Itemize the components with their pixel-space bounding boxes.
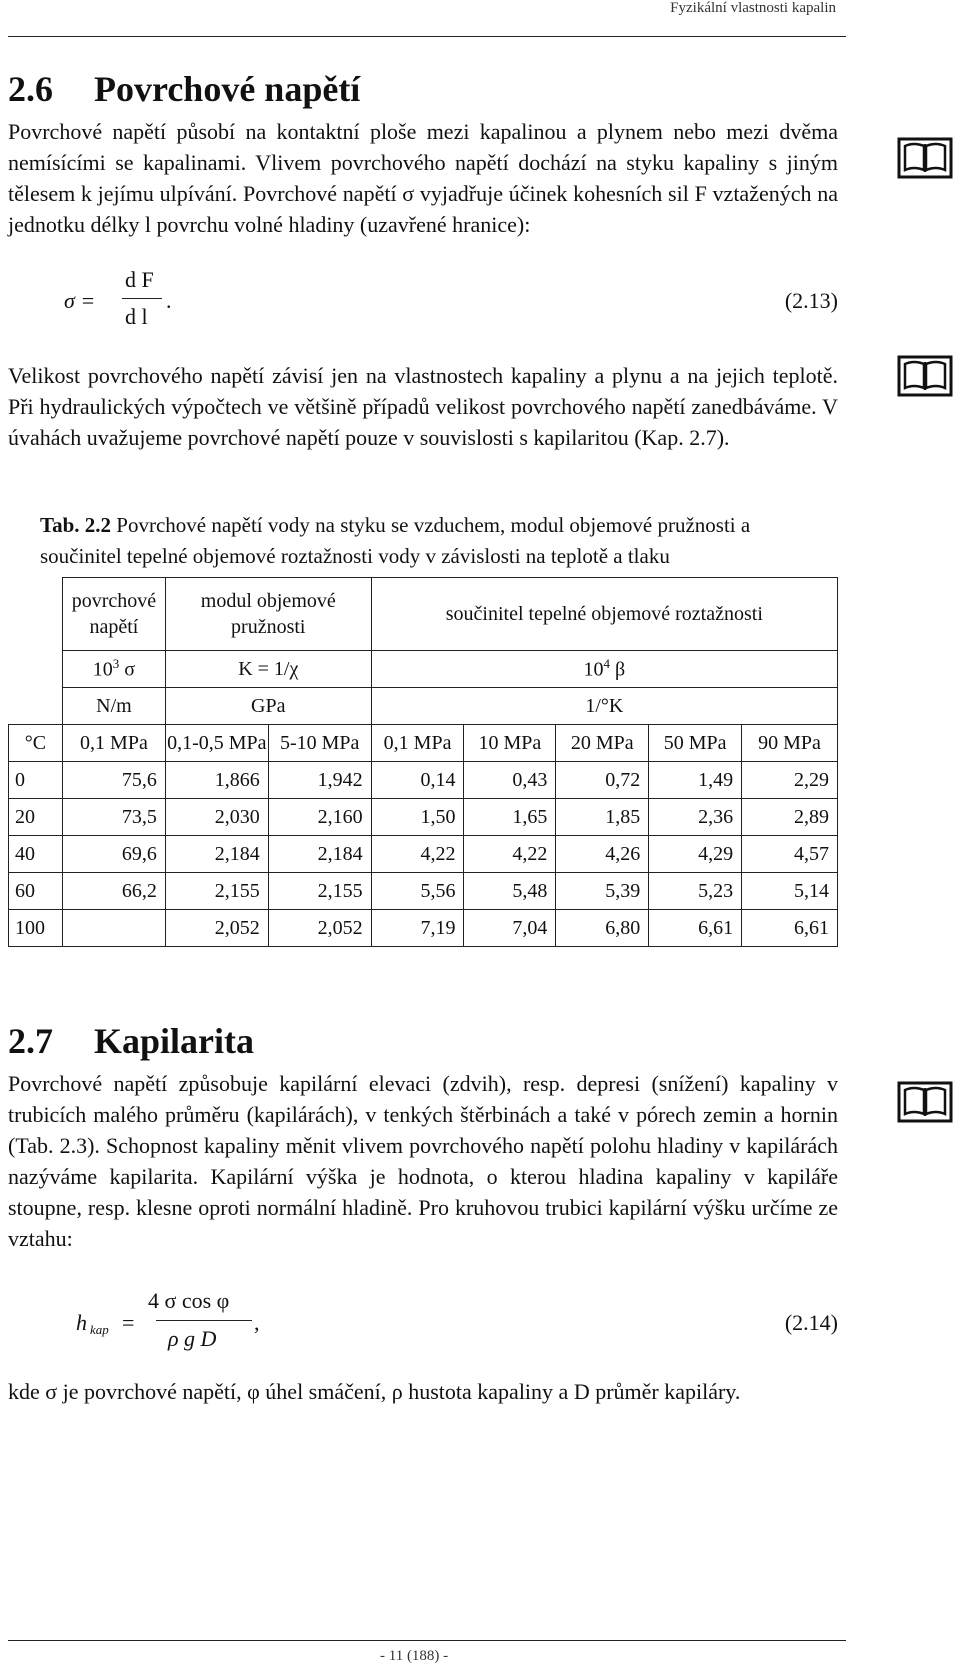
header-surface-tension: povrchové napětí bbox=[62, 578, 165, 651]
table-cell: 73,5 bbox=[62, 799, 165, 836]
table-cell: 0,43 bbox=[464, 762, 556, 799]
equation-h-subscript: kap bbox=[90, 1322, 109, 1337]
equation-2-14 bbox=[8, 1290, 838, 1370]
column-header: 10 MPa bbox=[464, 725, 556, 762]
table-cell: 2,184 bbox=[165, 836, 268, 873]
fraction-line bbox=[156, 1320, 252, 1321]
table-cell: 2,89 bbox=[742, 799, 838, 836]
equation-lhs: σ = bbox=[64, 288, 96, 313]
table-cell: 2,155 bbox=[165, 873, 268, 910]
table-cell: 6,61 bbox=[649, 910, 742, 947]
section-number: 2.7 bbox=[8, 1021, 53, 1061]
equation-denominator: ρ g D bbox=[168, 1326, 217, 1351]
footer-rule bbox=[8, 1640, 846, 1641]
column-header: 50 MPa bbox=[649, 725, 742, 762]
table-cell: 1,85 bbox=[556, 799, 649, 836]
table-row bbox=[9, 873, 838, 910]
table-cell: 2,030 bbox=[165, 799, 268, 836]
column-header: 5-10 MPa bbox=[268, 725, 371, 762]
equation-number: (2.13) bbox=[784, 288, 838, 313]
page-number: - 11 (188) - bbox=[380, 1648, 449, 1664]
equation-denominator: d l bbox=[125, 304, 148, 329]
table-cell: 2,36 bbox=[649, 799, 742, 836]
section-number: 2.6 bbox=[8, 69, 53, 109]
unit-surface-tension: N/m bbox=[62, 688, 165, 725]
table-caption-text: Povrchové napětí vody na styku se vzduchem, modul objemové pružnosti a součinitel tepelné objemové roztažnosti vody v závislosti na teplotě a tlaku bbox=[40, 513, 751, 568]
table-cell: 2,160 bbox=[268, 799, 371, 836]
unit-thermal-expansion: 1/°K bbox=[371, 688, 837, 725]
table-cell: 2,052 bbox=[165, 910, 268, 947]
column-header: 90 MPa bbox=[742, 725, 838, 762]
column-header: °C bbox=[9, 725, 63, 762]
paragraph-surface-tension-usage: Velikost povrchového napětí závisí jen na vlastnostech kapaliny a plynu a na jejich teplotě. Při hydraulických výpočtech ve většině případů velikost povrchového napětí zanedbáváme. V úvahách uvažujeme povrchové napětí pouze v souvislosti s kapilaritou (Kap. 2.7). bbox=[8, 363, 838, 450]
unit-bulk-modulus: GPa bbox=[165, 688, 371, 725]
book-icon bbox=[896, 134, 954, 182]
section-title: Kapilarita bbox=[94, 1021, 254, 1061]
table-cell: 4,22 bbox=[371, 836, 464, 873]
table-column-header-row bbox=[9, 725, 838, 762]
table-row bbox=[9, 910, 838, 947]
book-icon bbox=[896, 1078, 954, 1126]
table-row bbox=[9, 762, 838, 799]
symbol-sigma: $10^3$ σ bbox=[62, 651, 165, 688]
equation-dot: . bbox=[166, 288, 172, 313]
symbol-modulus: K = 1/χ bbox=[165, 651, 371, 688]
table-cell: 7,04 bbox=[464, 910, 556, 947]
equation-numerator: d F bbox=[125, 267, 154, 292]
table-cell: 75,6 bbox=[62, 762, 165, 799]
table-cell: 66,2 bbox=[62, 873, 165, 910]
table-caption bbox=[40, 510, 830, 572]
table-cell: 1,50 bbox=[371, 799, 464, 836]
table-cell: 1,65 bbox=[464, 799, 556, 836]
running-header: Fyzikální vlastnosti kapalin bbox=[670, 0, 836, 16]
table-cell: 0 bbox=[9, 762, 63, 799]
section-title: Povrchové napětí bbox=[94, 69, 361, 109]
equation-h: h bbox=[76, 1310, 87, 1335]
table-cell: 5,23 bbox=[649, 873, 742, 910]
column-header: 0,1-0,5 MPa bbox=[165, 725, 268, 762]
table-cell: 6,61 bbox=[742, 910, 838, 947]
equation-2-13 bbox=[8, 267, 838, 340]
table-cell: 4,29 bbox=[649, 836, 742, 873]
header-bulk-modulus: modul objemové pružnosti bbox=[165, 578, 371, 651]
column-header: 20 MPa bbox=[556, 725, 649, 762]
table-cell: 1,942 bbox=[268, 762, 371, 799]
table-cell: 4,22 bbox=[464, 836, 556, 873]
table-cell: 2,052 bbox=[268, 910, 371, 947]
table-cell: 60 bbox=[9, 873, 63, 910]
equation-numerator: 4 σ cos φ bbox=[148, 1288, 230, 1313]
table-caption-label: Tab. 2.2 bbox=[40, 513, 112, 537]
header-rule bbox=[8, 36, 846, 37]
data-table bbox=[8, 577, 838, 947]
paragraph-symbol-definitions: kde σ je povrchové napětí, φ úhel smáčení, ρ hustota kapaliny a D průměr kapiláry. bbox=[8, 1379, 741, 1404]
table-cell: 69,6 bbox=[62, 836, 165, 873]
table-cell: 5,14 bbox=[742, 873, 838, 910]
table-cell: 6,80 bbox=[556, 910, 649, 947]
section-heading-2-7 bbox=[8, 1020, 254, 1062]
table-cell: 5,48 bbox=[464, 873, 556, 910]
table-cell: 7,19 bbox=[371, 910, 464, 947]
table-cell: 20 bbox=[9, 799, 63, 836]
equation-number: (2.14) bbox=[784, 1310, 838, 1335]
table-cell: 40 bbox=[9, 836, 63, 873]
table-cell: 2,155 bbox=[268, 873, 371, 910]
table-cell: 5,56 bbox=[371, 873, 464, 910]
table-corner-blank bbox=[9, 578, 63, 725]
table-cell: 2,184 bbox=[268, 836, 371, 873]
table-cell: 1,49 bbox=[649, 762, 742, 799]
fraction-line bbox=[122, 298, 162, 299]
column-header: 0,1 MPa bbox=[371, 725, 464, 762]
table-cell: 0,14 bbox=[371, 762, 464, 799]
table-row bbox=[9, 836, 838, 873]
table-cell bbox=[62, 910, 165, 947]
table-cell: 0,72 bbox=[556, 762, 649, 799]
column-header: 0,1 MPa bbox=[62, 725, 165, 762]
paragraph-capillarity: Povrchové napětí způsobuje kapilární elevaci (zdvih), resp. depresi (snížení) kapaliny v trubicích malého průměru (kapilárách), v tenkých štěrbinách a také v pórech zemin a hornin (Tab. 2.3). Schopnost kapaliny měnit vlivem povrchového napětí polohu hladiny v kapilárách nazýváme kapilarita. Kapilární výška je hodnota, o kterou hladina kapaliny v kapiláře stoupne, resp. klesne oproti normální hladině. Pro kruhovou trubici kapilární výšku určíme ze vztahu: bbox=[8, 1071, 838, 1251]
table-row bbox=[9, 799, 838, 836]
symbol-beta: $10^4$ β bbox=[371, 651, 837, 688]
header-thermal-expansion: součinitel tepelné objemové roztažnosti bbox=[371, 578, 837, 651]
table-cell: 4,57 bbox=[742, 836, 838, 873]
table-cell: 5,39 bbox=[556, 873, 649, 910]
book-icon bbox=[896, 352, 954, 400]
equation-equals: = bbox=[122, 1310, 135, 1335]
table-cell: 100 bbox=[9, 910, 63, 947]
table-cell: 2,29 bbox=[742, 762, 838, 799]
table-cell: 4,26 bbox=[556, 836, 649, 873]
section-heading-2-6 bbox=[8, 68, 360, 110]
equation-comma: , bbox=[254, 1310, 260, 1335]
table-cell: 1,866 bbox=[165, 762, 268, 799]
paragraph-surface-tension-intro: Povrchové napětí působí na kontaktní ploše mezi kapalinou a plynem nebo mezi dvěma nemísícími se kapalinami. Vlivem povrchového napětí dochází na styku kapaliny s jiným tělesem k jejímu ulpívání. Povrchové napětí σ vyjadřuje účinek kohesních sil F vztažených na jednotku délky l povrchu volné hladiny (uzavřené hranice): bbox=[8, 119, 838, 237]
